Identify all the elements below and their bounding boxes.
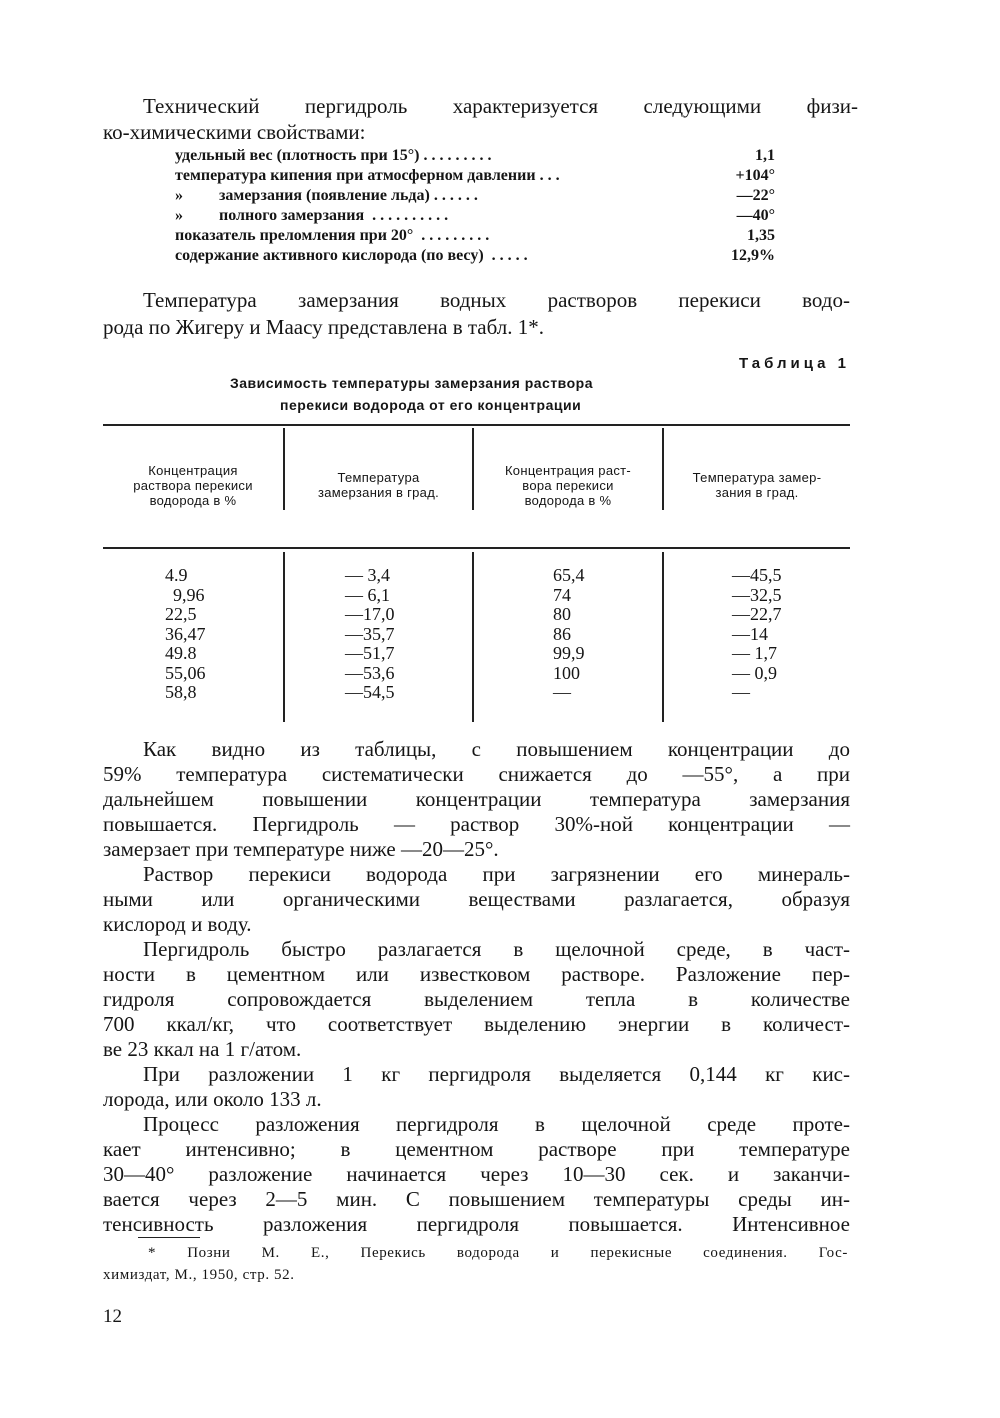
body-line: тенсивность разложения пергидроля повышается. Интенсивное xyxy=(103,1212,850,1236)
table-cell: —35,7 xyxy=(345,623,395,644)
property-row xyxy=(175,246,775,266)
body-line: дальнейшем повышении концентрации температура замерзания xyxy=(103,787,850,811)
body-line: кислород и воду. xyxy=(103,912,252,936)
table-header-cell: Температура замер- зания в град. xyxy=(692,470,822,500)
body-line: 700 ккал/кг, что соответствует выделению энергии в количест- xyxy=(103,1012,850,1036)
column-divider xyxy=(283,552,285,722)
table-top-rule xyxy=(103,424,850,426)
table-cell: —17,0 xyxy=(345,604,395,624)
property-value: 1,1 xyxy=(755,147,775,164)
body-line: лорода, или около 133 л. xyxy=(103,1087,322,1111)
property-label: удельный вес (плотность при 15°) . . . . . . . . . xyxy=(175,147,492,164)
body-line: Пергидроль быстро разлагается в щелочной среде, в част- xyxy=(143,937,850,961)
table-cell: — 0,9 xyxy=(732,662,777,683)
column-divider xyxy=(662,552,664,722)
body-line: ве 23 ккал на 1 г/атом. xyxy=(103,1037,302,1061)
table-cell: — 6,1 xyxy=(345,584,390,605)
table-cell: 9,96 xyxy=(173,584,205,605)
table-cell: — xyxy=(732,682,750,702)
table-cell: 55,06 xyxy=(165,662,206,683)
table-cell: —14 xyxy=(732,623,768,644)
property-row xyxy=(175,186,775,206)
table-header-cell: Температура замерзания в град. xyxy=(317,470,440,500)
footnote-separator xyxy=(138,1237,200,1238)
property-label: показатель преломления при 20° . . . . . . . . . xyxy=(175,227,490,244)
table-cell: 99,9 xyxy=(553,643,585,663)
table-cell: —22,7 xyxy=(732,604,782,624)
body-line: Как видно из таблицы, с повышением концентрации до xyxy=(143,737,850,761)
column-divider xyxy=(472,552,474,722)
body-line: вается через 2—5 мин. С повышением температуры среды ин- xyxy=(103,1187,850,1211)
table-number: Таблица 1 xyxy=(738,355,850,372)
table-title: Зависимость температуры замерзания раствора xyxy=(230,375,593,391)
body-line: гидроля сопровождается выделением тепла в количестве xyxy=(103,987,850,1011)
table-cell: —45,5 xyxy=(732,565,782,585)
table-cell: 65,4 xyxy=(553,565,585,585)
property-value: —22° xyxy=(736,187,775,204)
table-intro-line: рода по Жигеру и Маасу представлена в табл. 1*. xyxy=(103,315,545,339)
body-line: Процесс разложения пергидроля в щелочной среде проте- xyxy=(143,1112,850,1136)
body-line: При разложении 1 кг пергидроля выделяется 0,144 кг кис- xyxy=(143,1062,850,1086)
table-header-rule xyxy=(103,547,850,549)
table-intro-line: Температура замерзания водных растворов перекиси водо- xyxy=(143,288,850,312)
intro-line: Технический пергидроль характеризуется следующими физи- xyxy=(143,94,858,118)
body-line: замерзает при температуре ниже —20—25°. xyxy=(103,837,499,861)
body-line: Раствор перекиси водорода при загрязнении его минераль- xyxy=(143,862,850,886)
table-cell: —51,7 xyxy=(345,643,395,663)
table-header-cell: Концентрация раст- вора перекиси водорода в % xyxy=(504,463,632,508)
property-label: температура кипения при атмосферном давлении . . . xyxy=(175,167,560,184)
footnote-line: * Позни М. Е., Перекись водорода и перекисные соединения. Гос- xyxy=(148,1245,848,1261)
table-cell: —54,5 xyxy=(345,682,395,702)
body-line: повышается. Пергидроль — раствор 30%-ной концентрации — xyxy=(103,812,850,836)
table-cell: 4.9 xyxy=(165,565,188,585)
property-row xyxy=(175,146,775,166)
table-header-cell: Концентрация раствора перекиси водорода в % xyxy=(133,463,253,508)
intro-line: ко-химическими свойствами: xyxy=(103,120,366,144)
table-cell: —32,5 xyxy=(732,584,782,605)
property-label: содержание активного кислорода (по весу) . . . . . xyxy=(175,247,528,264)
body-line: 59% температура систематически снижается до —55°, а при xyxy=(103,762,850,786)
property-value: —40° xyxy=(736,207,775,224)
body-line: 30—40° разложение начинается через 10—30 сек. и заканчи- xyxy=(103,1162,850,1186)
property-value: 1,35 xyxy=(747,227,775,244)
table-cell: 49.8 xyxy=(165,643,197,663)
property-row xyxy=(175,166,775,186)
table-cell: — 1,7 xyxy=(732,643,777,663)
body-line: ными или органическими веществами разлагается, образуя xyxy=(103,887,850,911)
body-line: кает интенсивно; в цементном растворе при температуре xyxy=(103,1137,850,1161)
property-row xyxy=(175,226,775,246)
table-cell: 80 xyxy=(553,604,571,624)
property-row xyxy=(175,206,775,226)
property-value: 12,9% xyxy=(731,247,775,264)
table-title: перекиси водорода от его концентрации xyxy=(280,397,582,413)
table-cell: —53,6 xyxy=(345,662,395,683)
table-cell: 36,47 xyxy=(165,623,206,644)
page-number: 12 xyxy=(103,1306,122,1327)
table-cell: — 3,4 xyxy=(345,565,390,585)
table-cell: 22,5 xyxy=(165,604,197,624)
table-cell: 58,8 xyxy=(165,682,197,702)
footnote-line: химиздат, М., 1950, стр. 52. xyxy=(103,1267,295,1283)
table-cell: 86 xyxy=(553,623,571,644)
property-label: » полного замерзания . . . . . . . . . . xyxy=(175,207,449,224)
property-label: » замерзания (появление льда) . . . . . . xyxy=(175,187,478,204)
property-value: +104° xyxy=(735,167,775,184)
table-cell: 74 xyxy=(553,584,571,605)
body-line: ности в цементном или известковом растворе. Разложение пер- xyxy=(103,962,850,986)
table-cell: 100 xyxy=(553,662,580,683)
table-cell: — xyxy=(553,682,571,702)
